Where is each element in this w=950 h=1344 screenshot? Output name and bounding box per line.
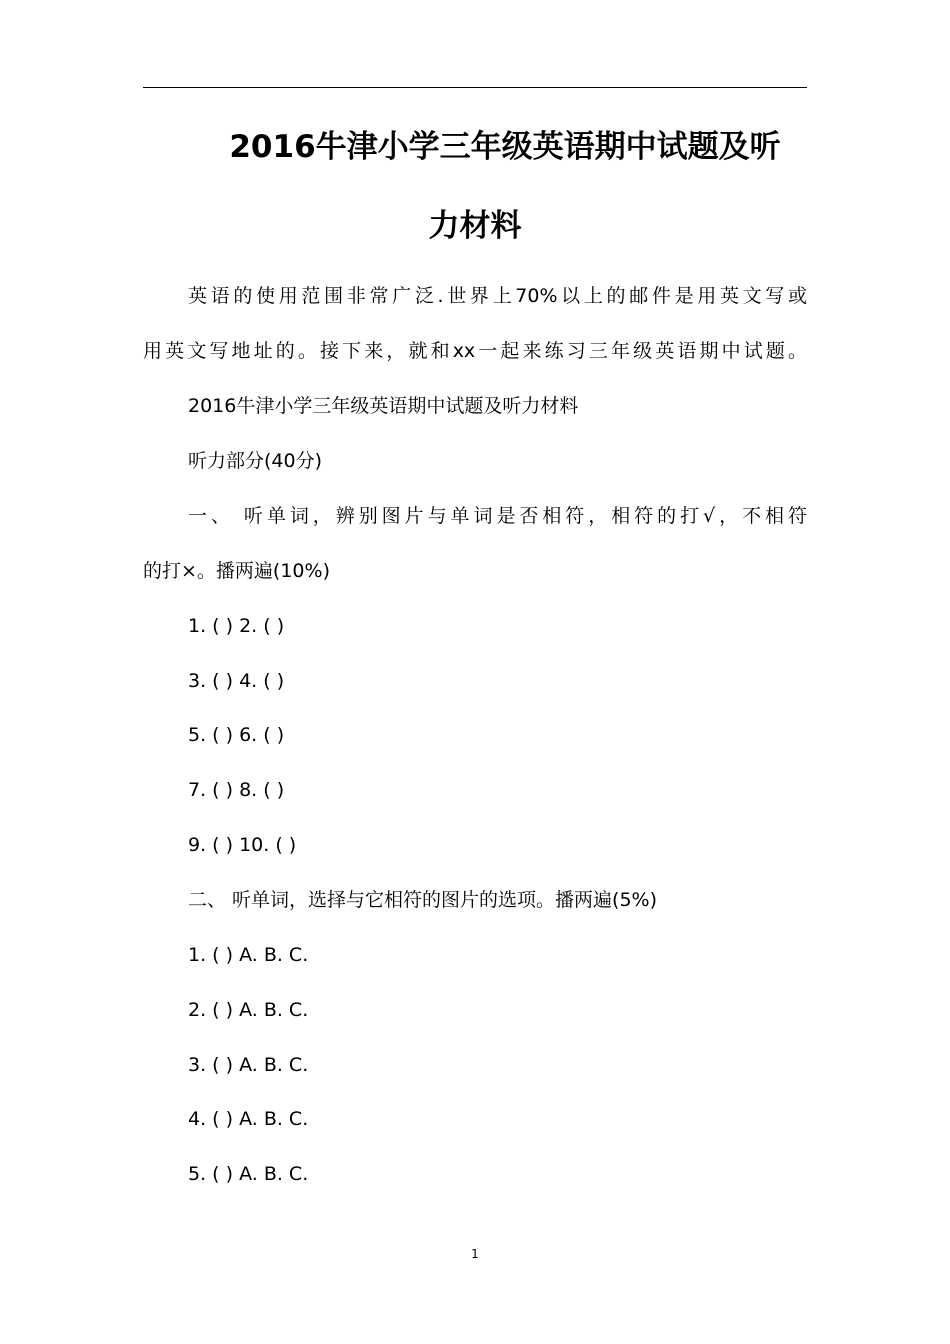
intro-line-1: 英语的使用范围非常广泛.世界上70%以上的邮件是用英文写或	[188, 285, 807, 307]
page-number: 1	[471, 1247, 479, 1261]
section-1-item: 9. ( ) 10. ( )	[188, 834, 297, 856]
subtitle: 2016牛津小学三年级英语期中试题及听力材料	[188, 395, 579, 417]
section-1-item: 7. ( ) 8. ( )	[188, 779, 285, 801]
document-title-line-1: 2016牛津小学三年级英语期中试题及听	[229, 129, 781, 165]
section-1-instruction-line-2: 的打×。播两遍(10%)	[143, 560, 330, 582]
header-rule	[143, 87, 807, 88]
listening-header: 听力部分(40分)	[188, 450, 323, 472]
section-1-item: 1. ( ) 2. ( )	[188, 615, 285, 637]
section-2-item: 4. ( ) A. B. C.	[188, 1108, 309, 1130]
section-1-instruction-line-1: 一、 听单词，辨别图片与单词是否相符，相符的打√，不相符	[188, 505, 807, 527]
section-2-item: 5. ( ) A. B. C.	[188, 1163, 309, 1185]
section-2-item: 2. ( ) A. B. C.	[188, 999, 309, 1021]
section-1-item: 3. ( ) 4. ( )	[188, 670, 285, 692]
section-2-item: 1. ( ) A. B. C.	[188, 944, 309, 966]
document-title-line-2: 力材料	[428, 208, 522, 244]
section-1-item: 5. ( ) 6. ( )	[188, 724, 285, 746]
intro-line-2: 用英文写地址的。接下来，就和xx一起来练习三年级英语期中试题。	[143, 340, 807, 362]
section-2-instruction: 二、 听单词，选择与它相符的图片的选项。播两遍(5%)	[188, 889, 658, 911]
section-2-item: 3. ( ) A. B. C.	[188, 1054, 309, 1076]
